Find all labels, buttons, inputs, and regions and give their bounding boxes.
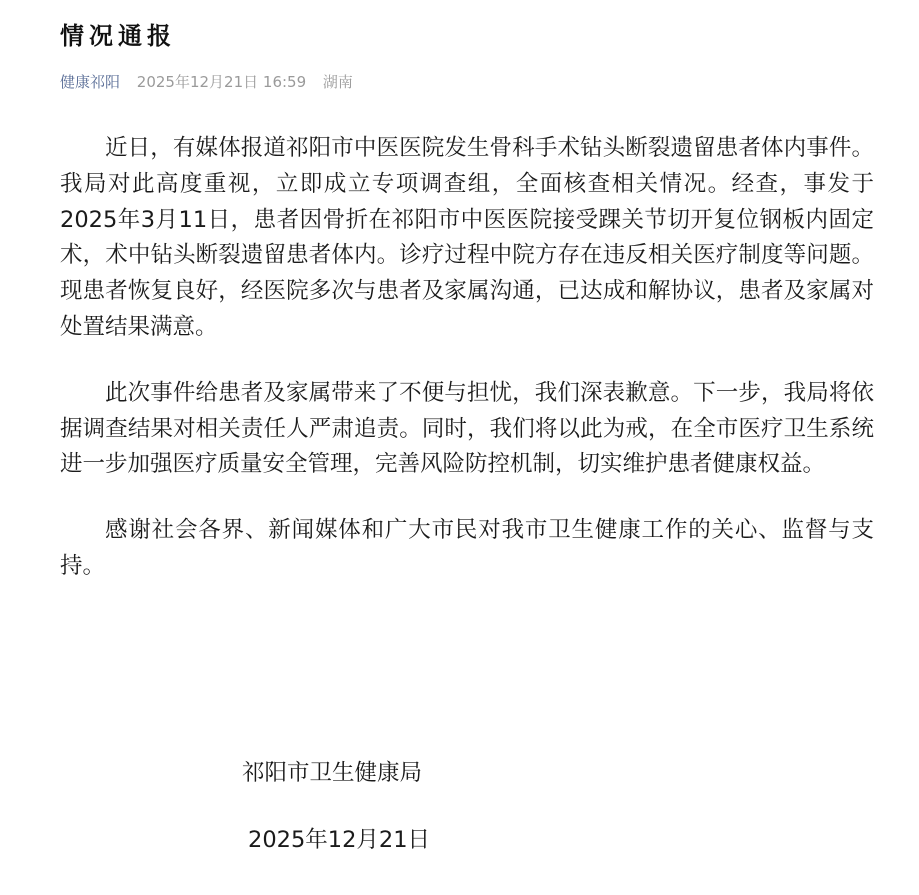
author-link[interactable]: 健康祁阳: [60, 73, 121, 91]
publish-time: 2025年12月21日 16:59: [136, 73, 307, 91]
article-title: 情况通报: [60, 22, 176, 50]
body-paragraph: 近日，有媒体报道祁阳市中医医院发生骨科手术钻头断裂遗留患者体内事件。我局对此高度重视，立即成立专项调查组，全面核查相关情况。经查，事发于2025年3月11日，患者因骨折在祁阳市中医医院接受踝关节切开复位钢板内固定术，术中钻头断裂遗留患者体内。诊疗过程中院方存在违反相关医疗制度等问题。现患者恢复良好，经医院多次与患者及家属沟通，已达成和解协议，患者及家属对处置结果满意。: [60, 135, 874, 340]
article-meta: [60, 71, 353, 93]
signature-date: 2025年12月21日: [248, 827, 431, 853]
body-paragraph: 感谢社会各界、新闻媒体和广大市民对我市卫生健康工作的关心、监督与支持。: [60, 517, 874, 579]
publish-region: 湖南: [322, 73, 353, 91]
article-body: [60, 131, 874, 615]
body-paragraph: 此次事件给患者及家属带来了不便与担忧，我们深表歉意。下一步，我局将依据调查结果对相关责任人严肃追责。同时，我们将以此为戒，在全市医疗卫生系统进一步加强医疗质量安全管理，完善风险防控机制，切实维护患者健康权益。: [60, 379, 874, 478]
signature-organization: 祁阳市卫生健康局: [242, 760, 423, 786]
